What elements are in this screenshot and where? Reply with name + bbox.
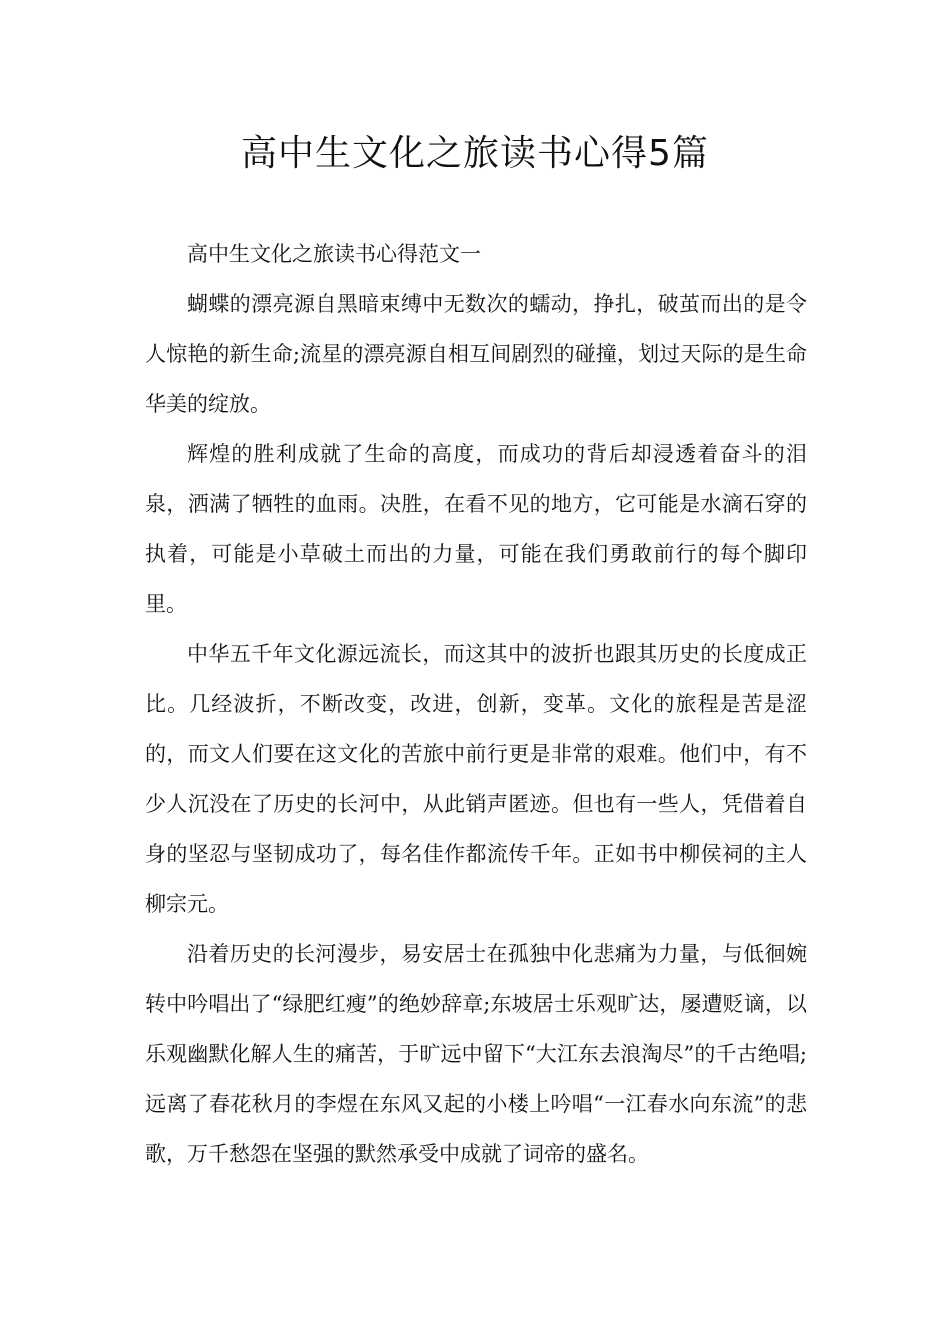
paragraph: 沿着历史的长河漫步，易安居士在孤独中化悲痛为力量，与低徊婉转中吟唱出了“绿肥红瘦”的绝妙辞章;东坡居士乐观旷达，屡遭贬谪，以乐观幽默化解人生的痛苦，于旷远中留下“大江东去浪淘尽”的千古绝唱;远离了春花秋月的李煜在东风又起的小楼上吟唱“一江春水向东流”的悲歌，万千愁怨在坚强的默然承受中成就了词帝的盛名。 bbox=[145, 942, 807, 1166]
document-body bbox=[145, 229, 807, 1179]
paragraph: 中华五千年文化源远流长，而这其中的波折也跟其历史的长度成正比。几经波折，不断改变，改进，创新，变革。文化的旅程是苦是涩的，而文人们要在这文化的苦旅中前行更是非常的艰难。他们中，有不少人沉没在了历史的长河中，从此销声匿迹。但也有一些人，凭借着自身的坚忍与坚韧成功了，每名佳作都流传千年。正如书中柳侯祠的主人柳宗元。 bbox=[145, 642, 807, 916]
paragraph: 辉煌的胜利成就了生命的高度，而成功的背后却浸透着奋斗的泪泉，洒满了牺牲的血雨。决胜，在看不见的地方，它可能是水滴石穿的执着，可能是小草破土而出的力量，可能在我们勇敢前行的每个脚印里。 bbox=[145, 442, 807, 616]
document-title: 高中生文化之旅读书心得5篇 bbox=[241, 133, 709, 174]
paragraph: 蝴蝶的漂亮源自黑暗束缚中无数次的蠕动，挣扎，破茧而出的是令人惊艳的新生命;流星的漂亮源自相互间剧烈的碰撞，划过天际的是生命华美的绽放。 bbox=[145, 292, 807, 416]
paragraph-subtitle: 高中生文化之旅读书心得范文一 bbox=[187, 242, 481, 266]
